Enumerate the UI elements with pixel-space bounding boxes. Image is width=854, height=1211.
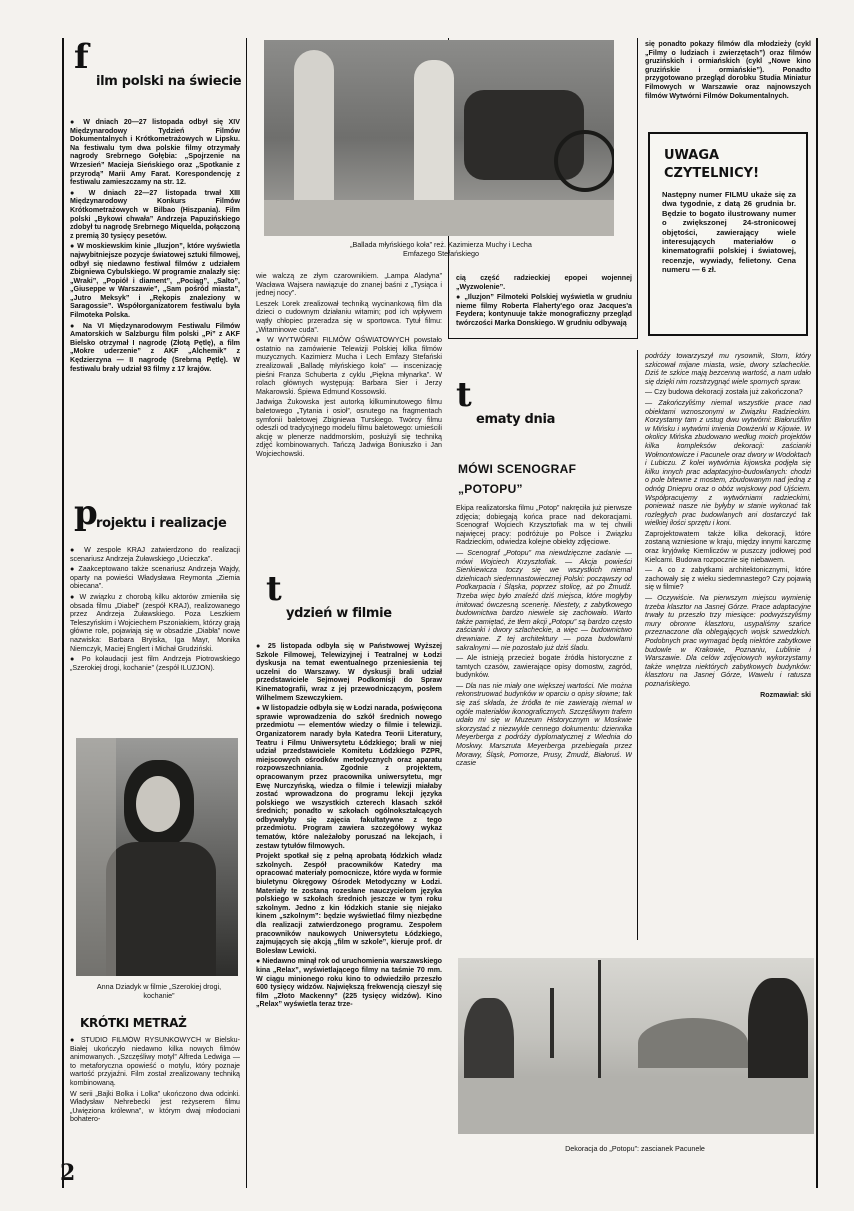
paragraph: ● W dniach 22—27 listopada trwał XIII Międzynarodowy Konkurs Filmów Krótkometrażowych w Bilbao (Hiszpania). Film polski „Bykowi chwała” Andrzeja Papuzińskiego zdobył tu nagrodę Srebrnego Miquelda, połączoną z premią 30 tysięcy pesetów. bbox=[70, 188, 240, 240]
paragraph: ● W listopadzie odbyła się w Łodzi narada, poświęcona sprawie wprowadzenia do szkół średnich nowego przedmiotu — elementów wiedzy o filmie i telewizji. Organizatorem narady była Katedra Teorii Literatury, Teatru i Filmu Uniwersytetu Łódzkiego; brali w niej udział przedstawiciele Komitetu Łódzkiego PZPR, miejscowych ośrodków metodycznych oraz aparatu rozpowszechniania. Zgodnie z projektem, opracowanym przez pracownika uniwersytetu, mgr Ewę Nurczyńską, wiedza o filmie i telewizji miałaby zostać wprowadzona do programu lekcji języka polskiego we wszystkich czterech klasach szkół średnich; ponadto w szkołach ogólnokształcących odbywałyby się zajęcia fakultatywne z tego przedmiotu. Program zawiera szczegółowy wykaz tematów, które należałoby poruszać na lekcjach, i zestaw tytułów filmowych. bbox=[256, 704, 442, 850]
heading-initial: t bbox=[266, 569, 282, 609]
heading-text: ematy dnia bbox=[476, 412, 556, 427]
photo-anna-dziadyk bbox=[76, 738, 238, 976]
paragraph: ● W zespole KRAJ zatwierdzono do realizacji scenariusz Andrzeja Żuławskiego „Ucieczka”. bbox=[70, 546, 240, 563]
col1-mid-text bbox=[70, 546, 240, 736]
heading-text: ydzień w filmie bbox=[286, 606, 392, 621]
heading-initial: f bbox=[74, 37, 89, 77]
page-number: 2 bbox=[60, 1160, 76, 1186]
paragraph: ● Po kolaudacji jest film Andrzeja Piotrowskiego „Szerokiej drogi, kochanie” (zespół ILUZJON). bbox=[70, 655, 240, 672]
paragraph: Projekt spotkał się z pełną aprobatą łódzkich władz szkolnych. Zespół pracowników Katedry ma opracować materiały pomocnicze, które wyda w formie biuletynu Okręgowy Ośrodek Metodyczny w Łodzi. Materiały te zostaną rozesłane nauczycielom języka polskiego w szkołach średnich jeszcze w tym roku szkolnym. Jedno z kin łódzkich stanie się niejako kinem „szkolnym”: będzie wyświetlać filmy niezbędne dla realizacji zatwierdzonego programu. Zespołem pracowników naukowych Uniwersytetu Łódzkiego, zajmujących się akcją „film w szkole”, kieruje prof. dr Bolesław Lewicki. bbox=[256, 852, 442, 955]
column-rule-3 bbox=[637, 38, 638, 338]
paragraph: ● „Iluzjon” Filmoteki Polskiej wyświetla w grudniu nieme filmy Roberta Flaherty'ego oraz Jacques'a Feydera; kontynuuje także monograficzny przegląd twórczości Marka Donskiego. W grudniu odbywają bbox=[456, 293, 632, 327]
paragraph: Leszek Lorek zrealizował techniką wycinankową film dla dzieci o cudownym działaniu witamin; pod ich wpływem wątły chłopiec przeradza się w sportowca. Tytuł filmu: „Witaminowe cuda”. bbox=[256, 299, 442, 334]
paragraph: — Scenograf „Potopu” ma niewdzięczne zadanie — mówi Wojciech Krzysztofiak. — Akcja powieści Sienkiewicza toczy się we wszystkich niemal dzielnicach siedemnastowiecznej Polski: począwszy od Podkarpacia i Śląska, poprzez stolicę, aż po Żmudź. Trzeba więc było znaleźć dziś miejsca, które mogłyby imitować ówczesną scenerię. Niestety, z zabytkowego budownictwa bardzo niewiele się zachowało. Warto także pamiętać, że tłem akcji „Potopu” są bardzo często zaścianki i dwory szlacheckie, a więc — budownictwo drewniane. Z tej architektury — poza budowlami sakralnymi — nie pozostało już dziś śladu. bbox=[456, 548, 632, 652]
paragraph: — Ale istnieją przecież bogate źródła historyczne z tamtych czasów, zawierające opisy domostw, zagród, budynków. bbox=[456, 654, 632, 680]
photo-caption: Dekoracja do „Potopu”: zascianek Pacunele bbox=[565, 1144, 705, 1153]
col4-bottom-text bbox=[645, 352, 811, 932]
subheading-potopu: „POTOPU” bbox=[458, 482, 523, 496]
paragraph: ● Zaakceptowano także scenariusz Andrzeja Wajdy, oparty na powieści Władysława Reymonta „Ziemia obiecana”. bbox=[70, 565, 240, 591]
paragraph: — Zakończyliśmy niemal wszystkie prace nad obiektami wznoszonymi w Związku Radzieckim. Korzystamy tam z ustug dwu wytwórni: Białoruśfilm w Mińsku i wytwórni imienia Dowżenki w Kijowie. W okolicy Mińska zbudowano według moich projektów kilka kompleksów dekoracji: zaścianki Wołmontowicze i Pacunele oraz dwory w Wodoktach i Lubiczu. Z kolei wytwórnia kijowska podjęła się kilku innych prac adaptacyjno-budowlanych: chodzi o pole bitewne z mostem, zbudowanym nad jedną z odnóg Dniepru oraz o obóz wojskowy pod Ujściem. Współpracujemy z wytwórniami radzieckimi, ponieważ nasze nie byłyby w stanie wykonać tak rozległych prac budowlanych ani dostarczyć tak wielkiej ilości sprzętu i koni. bbox=[645, 398, 811, 528]
paragraph: ● 25 listopada odbyła się w Państwowej Wyższej Szkole Filmowej, Telewizyjnej i Teatralnej w Łodzi dyskusja na temat ewentualnego przeniesienia tej uczelni do Warszawy. W dyskusji brali udział przedstawiciele Sejmowej Podkomisji do Spraw Kinematografii, wraz z jej przewodniczącym, posłem Wilhelmem Szewczykiem. bbox=[256, 642, 442, 702]
paragraph: ● W moskiewskim kinie „Iluzjon”, które wyświetla najwybitniejsze pozycje światowej sztuki filmowej, odbył się niedawno festiwal filmów z udziałem Zbigniewa Cybulskiego. W programie znalazły się: „Wraki”, „Popiół i diament”, „Pociąg”, „Salto”, „Giuseppe w Warszawie”, „Sam pośród miasta”, „Jutro Meksyk” i „Rękopis znaleziony w Saragossie”. Współorganizatorem festiwalu była Filmoteka Polska. bbox=[70, 242, 240, 320]
heading-initial: p bbox=[74, 493, 98, 533]
paragraph: — Oczywiście. Na pierwszym miejscu wymienię trzeba klasztor na Jasnej Górze. Prace adaptacyjne trwały tu przeszło trzy miesiące: podwyższyliśmy mury obronne klasztoru, usypaliśmy szańce przeznaczone dla oblegających wojsk szwedzkich. Podobnych prac wymagać będą niektóre zabytkowe budowle w Krakowie, Poznaniu, Lublinie i Warszawie. Dla celów zdjęciowych wykorzystamy także wnętrza niektórych zabytkowych budynków: klasztoru na Jasnej Górze, Wawelu i ratusza poznańskiego. bbox=[645, 594, 811, 688]
photo-caption: Anna Dziadyk w filmie „Szerokiej drogi, kochanie” bbox=[96, 982, 222, 1000]
paragraph: ● W WYTWÓRNI FILMÓW OŚWIATOWYCH powstało ostatnio na zamówienie Telewizji Polskiej kilka filmów muzycznych. Kazimierz Mucha i Lech Emfazy Stefański zrealizowali „Balladę młyńskiego koła” — inscenizację pieśni Franza Schuberta z cyklu „Piękna młynarka”. W rolach głównych występują: Barbara Sier i Jerzy Makarowski. Śpiewa Edmund Kossowski. bbox=[256, 336, 442, 396]
column-rule-4 bbox=[637, 350, 638, 940]
subheading-mowi: MÓWI SCENOGRAF bbox=[458, 462, 577, 476]
paragraph: się ponadto pokazy filmów dla młodzieży (cykl „Filmy o ludziach i zwierzętach”) oraz filmów gruzińskich i ormiańskich (cykl „Nowe kino gruzińskie i ormiańskie”). Ponadto przygotowano przegląd dorobku Studia Miniatur Filmowych w Warszawie oraz najnowszych filmów Wytwórni Filmów Dokumentalnych. bbox=[645, 40, 811, 100]
notice-title: UWAGA bbox=[664, 148, 720, 163]
paragraph: podróży towarzyszył mu rysownik, Storn, który szkicował mijane miasta, wsie, dwory szlacheckie. Dziś te szkice mają bezcenną wartość, a nam udało się dzięki nim rozstrzygnąć wiele spornych spraw. bbox=[645, 352, 811, 386]
col1-top-text bbox=[70, 118, 240, 480]
paragraph: ● Na VI Międzynarodowym Festiwalu Filmów Amatorskich w Salzburgu film polski „Pi” z AKF Bielsko otrzymał I nagrodę (Złotą Pętlę), a film „Mokre uderzenie” z AKF „Alchemik” z Kędzierzyna — II nagrodę (Srebrną Pętlę). W festiwalu brały udział 93 filmy z 17 krajów. bbox=[70, 321, 240, 373]
horizontal-rule-mid bbox=[448, 338, 638, 339]
column-rule-1 bbox=[246, 38, 247, 1188]
paragraph: Ekipa realizatorska filmu „Potop” nakręciła już pierwsze zdjęcia; dobiegają końca prace nad dekoracjami. Scenograf Wojciech Krzysztofiak ma w tej chwili najwięcej pracy: podróżuje po Polsce i Związku Radzieckim, odwiedza kolejne obiekty zdjęciowe. bbox=[456, 504, 632, 547]
paragraph: ● STUDIO FILMÓW RYSUNKOWYCH w Bielsku-Białej ukończyło niedawno kilka nowych filmów animowanych. „Szczęśliwy motyl” Alfreda Ledwiga — to metaforyczna opowieść o motylu, który poznaje wartość przyjaźni. Film został zrealizowany techniką kombinowaną. bbox=[70, 1036, 240, 1087]
heading-initial: t bbox=[456, 375, 472, 415]
col1-bottom-text bbox=[70, 1036, 240, 1176]
column-rule-right bbox=[816, 38, 818, 1188]
paragraph: ● W związku z chorobą kilku aktorów zmieniła się obsada filmu „Diabeł” (zespół KRAJ), realizowanego przez Andrzeja Żuławskiego. Poza Leszkiem Teleszyńskim i Wojciechem Pszoniakiem, którzy grają główne role, pojawiają się w obsadzie „Diabła” nowe nazwiska: Barbara Bryiska, Iga Mayr, Monika Niemczyk, Maciej Englert i Michał Grudziński. bbox=[70, 592, 240, 653]
col3-top-text bbox=[456, 274, 632, 336]
col2-bottom-text bbox=[256, 642, 442, 1154]
signature: Rozmawiał: ski bbox=[760, 690, 811, 699]
paragraph: — Czy budowa dekoracji została już zakończona? bbox=[645, 388, 803, 397]
photo-ballada bbox=[264, 40, 614, 236]
paragraph: Zaprojektowatem także kilka dekoracji, które zostaną wzniesione w kraju, między innymi karczmę oraz kryjówkę Kiemliczów w puszczy jodłowej pod Kielcami. Budowa rozpocznie się niebawem. bbox=[645, 529, 811, 564]
heading-krotki-metraz: KRÓTKI METRAŻ bbox=[80, 1016, 187, 1030]
paragraph: Jadwiga Żukowska jest autorką kilkuminutowego filmu baletowego „Tytania i osioł”, osnutego na fragmentach symfonii baletowej Zbigniewa Turskiego. Twórcy filmu odeszli od tradycyjnego modelu filmu baletowego: umieścili akcję w plenerze naddmorskim, posłużyli się techniką zdjęć kombinowanych. Tańczą Jadwiga Boniuszko i Jan Wojciechowski. bbox=[256, 398, 442, 458]
notice-title: CZYTELNICY! bbox=[664, 166, 760, 181]
paragraph: — Dla nas nie miały one większej wartości. Nie można rekonstruować budynków w oparciu o opisy słowne; tak się zaś składa, że źródła te nie zawierają niemal w ogóle materiałów ikonograficznych. Szczęśliwym trafem udało mi się w Muzeum Historycznym w Moskwie skorzystać z niezwykle cennego dokumentu: dziennika Meyerberga z podróży dyplomatycznej z Wiednia do Moskwy. Marszruta Meyerberga przebiegała przez Morawy, Śląsk, Pomorze, Prusy, Żmudź, Białoruś. W czasie bbox=[456, 681, 632, 768]
col2-top-text bbox=[256, 272, 442, 532]
paragraph: cią część radzieckiej epopei wojennej „Wyzwolenie”. bbox=[456, 274, 632, 291]
heading-text: rojektu i realizacje bbox=[96, 516, 227, 531]
photo-potop-set bbox=[458, 958, 814, 1134]
notice-text: Następny numer FILMU ukaże się za dwa tygodnie, z datą 26 grudnia br. Będzie to bogato ilustrowany numer o zwiększonej 24-stronicowej objętości, zawierający wiele interesujących materiałów o kinematografii polskiej i światowej, recenzje, wywiady, felietony. Cena numeru — 6 zł. bbox=[662, 190, 796, 275]
paragraph: W serii „Bajki Bolka i Lolka” ukończono dwa odcinki. Władysław Nehrebecki jest reżyserem filmu „Uwięziona królewna”, w którym dwaj młodociani bohatero- bbox=[70, 1089, 240, 1124]
col3-bottom-text bbox=[456, 504, 632, 944]
col4-top-text bbox=[645, 40, 811, 126]
photo-caption: „Ballada młyńskiego koła” reż. Kazimierza Muchy i Lecha Emfazego Stefańskiego bbox=[350, 240, 532, 258]
column-rule-left bbox=[62, 38, 64, 1188]
paragraph: ● W dniach 20—27 listopada odbył się XIV Międzynarodowy Tydzień Filmów Dokumentalnych i Krótkometrażowych w Lipsku. Na festiwalu tym dwa polskie filmy otrzymały nagrody Srebrnego Gołębia: „Spojrzenie na Wrzesień” Macieja Sieńskiego oraz „Spotkanie z przyrodą” Marii Amy Farat. Korespondencję z festiwalu zamieszczamy na str. 12. bbox=[70, 118, 240, 187]
paragraph: — A co z zabytkami architektonicznymi, które zachowały się z wieku siedemnastego? Czy pojawią się w filmie? bbox=[645, 566, 811, 592]
notice-box bbox=[648, 132, 808, 336]
paragraph: wie walczą ze złym czarownikiem. „Lampa Aladyna” Wacława Wajsera nawiązuje do znanej baśni z „Tysiąca i jednej nocy”. bbox=[256, 272, 442, 298]
paragraph: ● Niedawno minął rok od uruchomienia warszawskiego kina „Relax”, wyświetlającego filmy na taśmie 70 mm. W ciągu minionego roku kino to odwiedziło przeszło 600 tysięcy widzów. Największą frekwencją cieszył się film „Złoto Mackenny” (225 tysięcy widzów). Kino „Relax” wyświetla teraz trze- bbox=[256, 957, 442, 1009]
heading-text: ilm polski na świecie bbox=[96, 74, 242, 89]
